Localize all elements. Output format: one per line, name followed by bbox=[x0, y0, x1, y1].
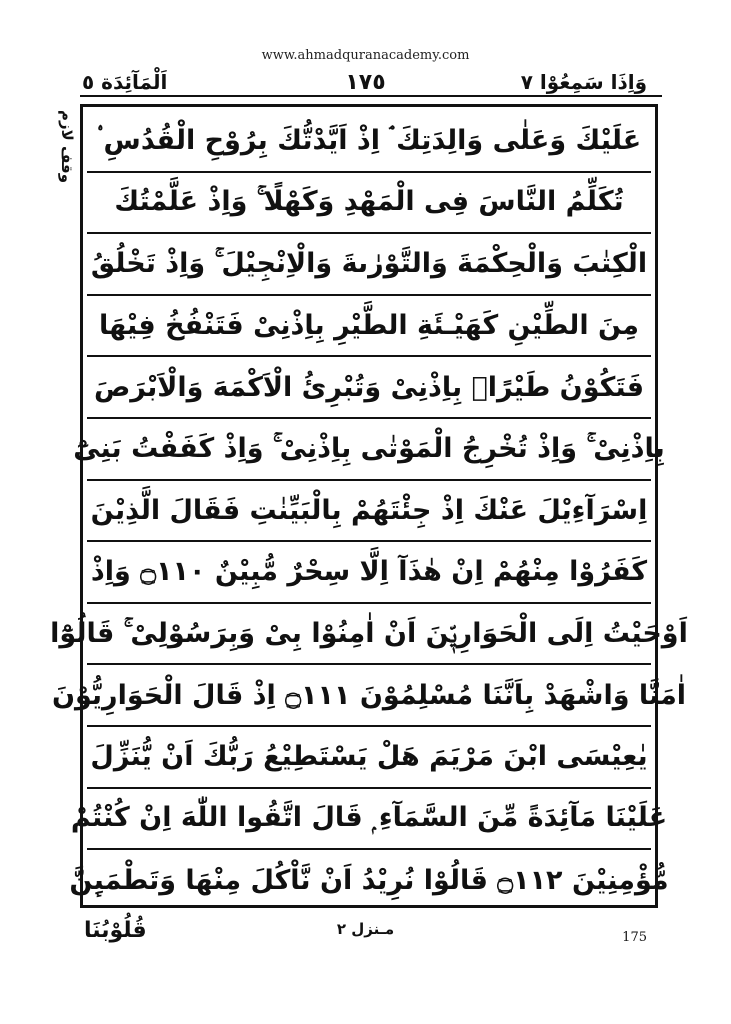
verse-line: اَوْحَيْتُ اِلَى الْحَوَارِيّٖنَ اَنْ اٰمِنُوْا بِىْ وَبِرَسُوْلِىْ ۚ قَالُوْٓا bbox=[87, 604, 651, 666]
juz-name: وَاِذَا سَمِعُوْا ٧ bbox=[520, 70, 647, 94]
verse-line: يٰعِيْسَى ابْنَ مَرْيَمَ هَلْ يَسْتَطِيْعُ رَبُّكَ اَنْ يُّنَزِّلَ bbox=[87, 727, 651, 789]
surah-name: اَلْمَآئِدَة ٥ bbox=[82, 70, 168, 94]
verse-line: مُّؤْمِنِيْنَ ۝١١٢ قَالُوْا نُرِيْدُ اَنْ نَّاْكُلَ مِنْهَا وَتَطْمَىِٕنَّ bbox=[69, 865, 669, 897]
verse-line: تُكَلِّمُ النَّاسَ فِى الْمَهْدِ وَكَهْلًا ۚ وَاِذْ عَلَّمْتُكَ bbox=[87, 173, 651, 235]
verse-line: بِاِذْنِىْ ۚ وَاِذْ تُخْرِجُ الْمَوْتٰى بِاِذْنِىْ ۚ وَاِذْ كَفَفْتُ بَنِىْٓ bbox=[87, 419, 651, 481]
verse-line: فَتَكُوْنُ طَيْرًاۢ بِاِذْنِىْ وَتُبْرِئُ الْاَكْمَهَ وَالْاَبْرَصَ bbox=[87, 357, 651, 419]
website-url: www.ahmadquranacademy.com bbox=[261, 48, 470, 63]
verse-line: الْكِتٰبَ وَالْحِكْمَةَ وَالتَّوْرٰىةَ وَالْاِنْجِيْلَ ۚ وَاِذْ تَخْلُقُ bbox=[87, 234, 651, 296]
verse-line: اٰمَنَّا وَاشْهَدْ بِاَنَّنَا مُسْلِمُوْنَ ۝١١١ اِذْ قَالَ الْحَوَارِيُّوْنَ bbox=[87, 665, 651, 727]
verse-line: عَلَيْكَ وَعَلٰى وَالِدَتِكَ ۘ اِذْ اَيَّدْتُّكَ بِرُوْحِ الْقُدُسِ ۟ bbox=[87, 111, 651, 173]
verse-line: عَلَيْنَا مَآئِدَةً مِّنَ السَّمَآءِ ۭ قَالَ اتَّقُوا اللّٰهَ اِنْ كُنْتُمْ bbox=[87, 789, 651, 851]
verse-line: مِنَ الطِّيْنِ كَهَيْـئَةِ الطَّيْرِ بِاِذْنِىْ فَتَنْفُخُ فِيْهَا bbox=[87, 296, 651, 358]
margin-note: وقف لازم bbox=[58, 110, 76, 184]
page-number: 175 bbox=[622, 930, 647, 945]
verse-line: كَفَرُوْا مِنْهُمْ اِنْ هٰذَآ اِلَّا سِحْرٌ مُّبِيْنٌ ۝١١٠ وَاِذْ bbox=[87, 542, 651, 604]
header-rule bbox=[80, 95, 662, 97]
verse-line: اِسْرَآءِيْلَ عَنْكَ اِذْ جِئْتَهُمْ بِالْبَيِّنٰتِ فَقَالَ الَّذِيْنَ bbox=[87, 481, 651, 543]
manzil-label: مـنزل ٢ bbox=[336, 920, 395, 938]
catchword: قُلُوْبُنَا bbox=[84, 918, 147, 943]
page-number-arabic: ١٧٥ bbox=[345, 70, 386, 95]
